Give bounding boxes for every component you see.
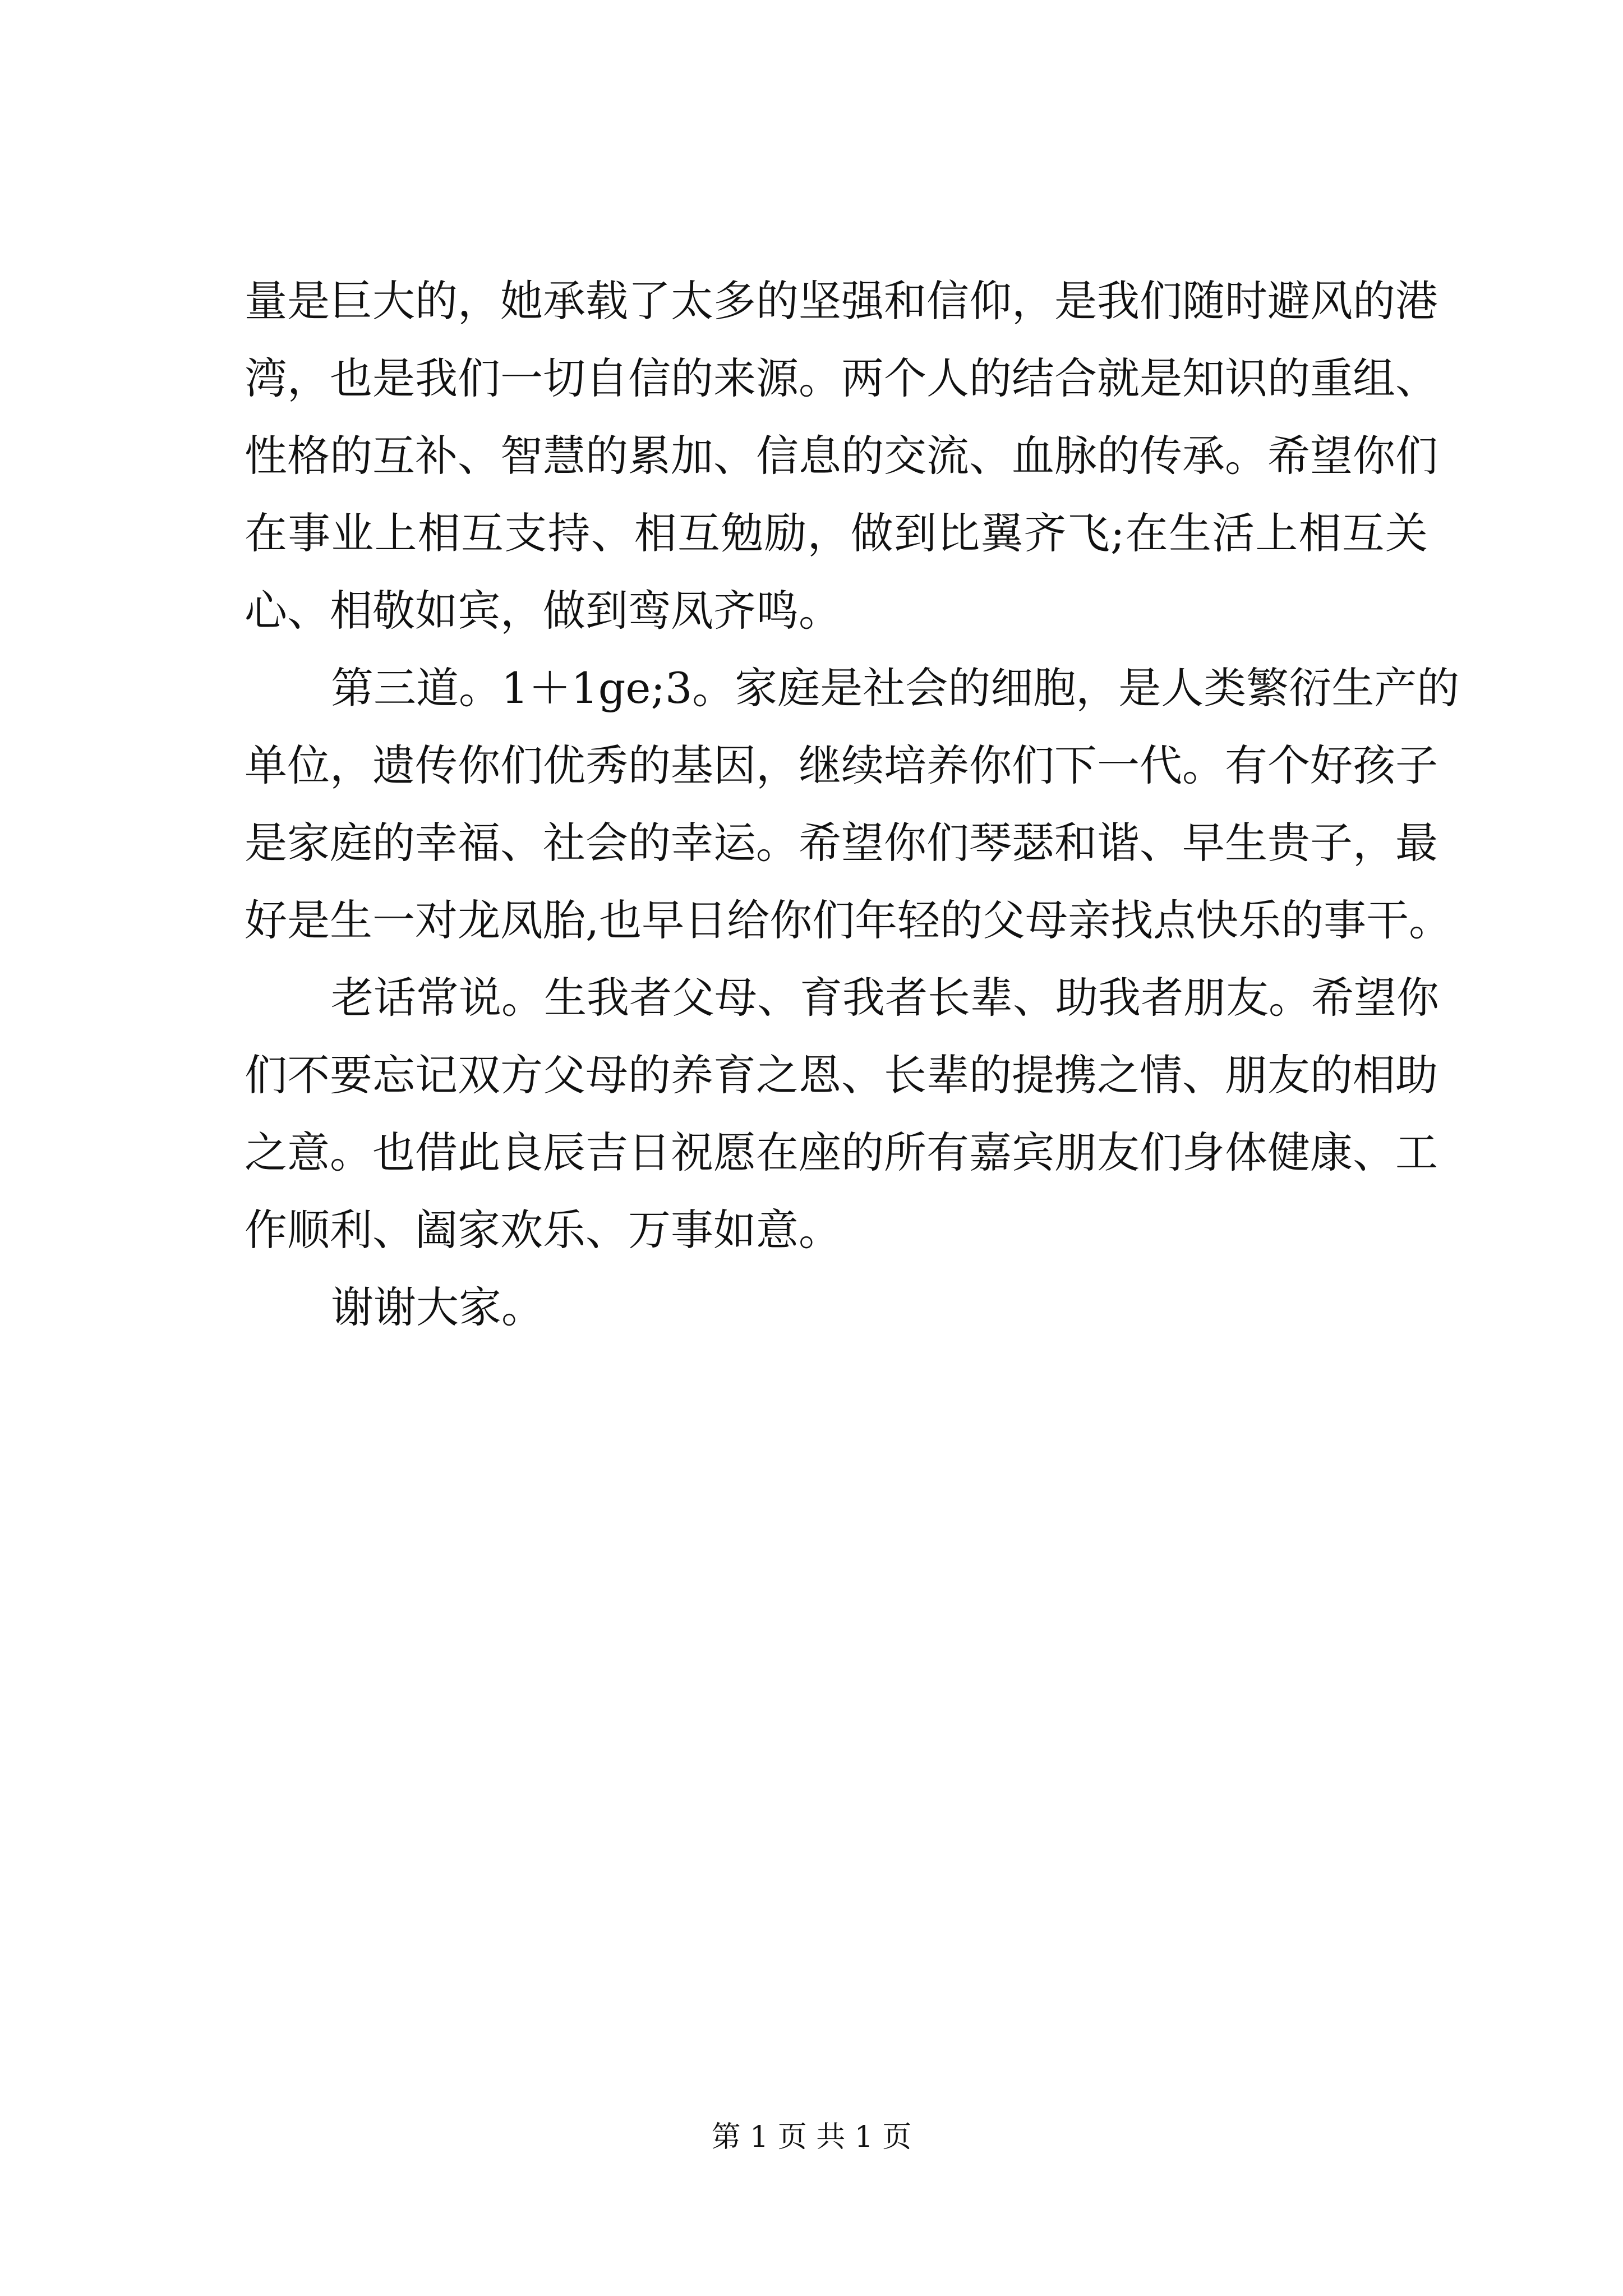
- text-line: 作顺利、阖家欢乐、万事如意。: [245, 1205, 841, 1255]
- text-line: 单位，遗传你们优秀的基因，继续培养你们下一代。有个好孩子: [245, 740, 1438, 790]
- text-line: 好是生一对龙凤胎,也早日给你们年轻的父母亲找点快乐的事干。: [245, 895, 1452, 945]
- text-line: 湾，也是我们一切自信的来源。两个人的结合就是知识的重组、: [245, 353, 1438, 403]
- text-line: 量是巨大的，她承载了太多的坚强和信仰，是我们随时避风的港: [245, 276, 1438, 326]
- text-line: 心、相敬如宾，做到鸾凤齐鸣。: [245, 586, 841, 636]
- text-line: 性格的互补、智慧的累加、信息的交流、血脉的传承。希望你们: [245, 431, 1438, 481]
- text-line: 们不要忘记双方父母的养育之恩、长辈的提携之情、朋友的相助: [245, 1050, 1438, 1100]
- text-line: 之意。也借此良辰吉日祝愿在座的所有嘉宾朋友们身体健康、工: [245, 1128, 1438, 1177]
- text-line: 在事业上相互支持、相互勉励，做到比翼齐飞;在生活上相互关: [245, 508, 1428, 558]
- closing-line: 谢谢大家。: [331, 1282, 544, 1332]
- page-footer: 第 1 页 共 1 页: [711, 2120, 912, 2154]
- paragraph-first-line: 老话常说。生我者父母、育我者长辈、助我者朋友。希望你: [331, 973, 1439, 1023]
- document-body: [245, 263, 1460, 1346]
- paragraph-first-line: 第三道。1＋1ge;3。家庭是社会的细胞，是人类繁衍生产的: [331, 663, 1460, 713]
- text-line: 是家庭的幸福、社会的幸运。希望你们琴瑟和谐、早生贵子，最: [245, 818, 1438, 868]
